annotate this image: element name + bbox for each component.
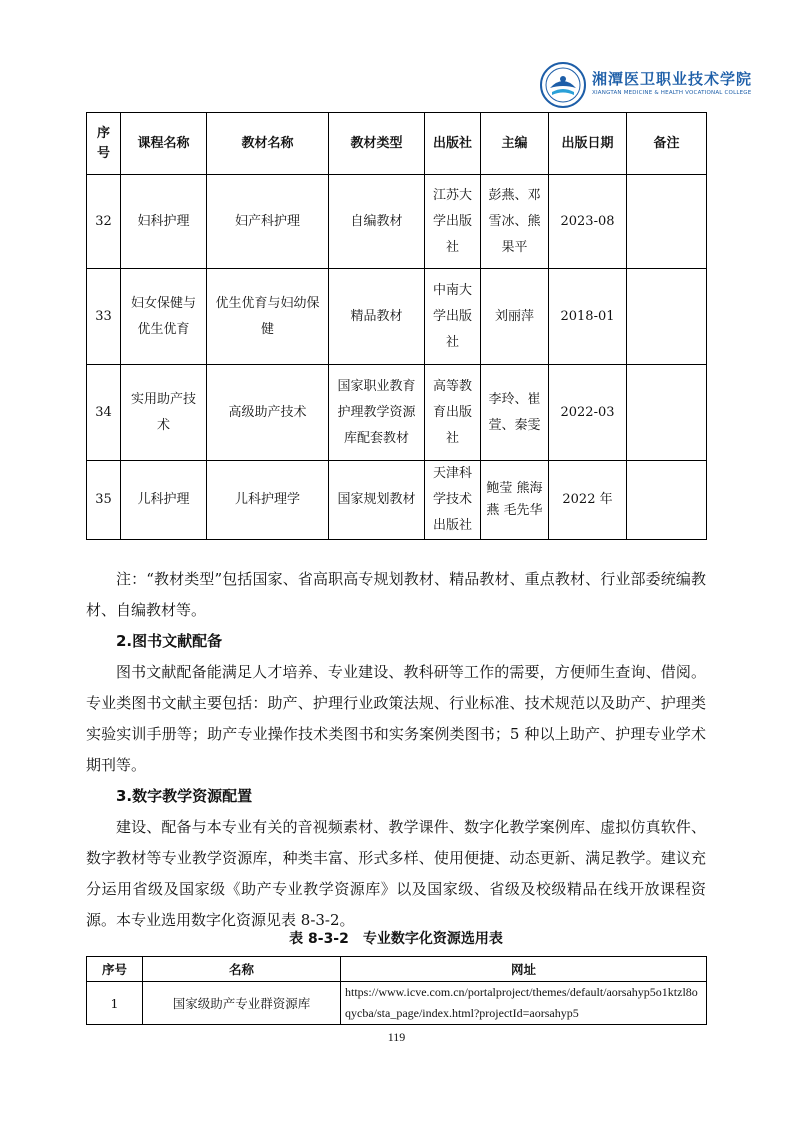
cell-publisher: 高等教育出版社 — [425, 365, 481, 461]
table-row — [87, 269, 707, 365]
header-cell: 教材类型 — [329, 113, 425, 175]
paragraph: 建设、配备与本专业有关的音视频素材、教学课件、数字化教学案例库、虚拟仿真软件、数字教材等专业教学资源库，种类丰富、形式多样、使用便捷、动态更新、满足教学。建议充分运用省级及国家级《助产专业教学资源库》以及国家级、省级及校级精品在线开放课程资源。本专业选用数字化资源见表 8-3-2。 — [86, 818, 706, 929]
cell-date: 2022-03 — [549, 365, 627, 461]
body-text — [86, 564, 706, 936]
header-cell: 序号 — [87, 113, 121, 175]
page-number: 119 — [387, 1030, 406, 1044]
table-row — [87, 175, 707, 269]
cell-course: 妇女保健与优生优育 — [121, 269, 207, 365]
cell-no: 34 — [87, 365, 121, 461]
cell-no: 33 — [87, 269, 121, 365]
header-cell: 教材名称 — [207, 113, 329, 175]
header-cell: 出版日期 — [549, 113, 627, 175]
table-note: 注：“教材类型”包括国家、省高职高专规划教材、精品教材、重点教材、行业部委统编教材、自编教材等。 — [86, 570, 706, 619]
cell-book: 高级助产技术 — [207, 365, 329, 461]
header-cell: 课程名称 — [121, 113, 207, 175]
table-header-row — [87, 957, 707, 982]
cell-publisher: 中南大学出版社 — [425, 269, 481, 365]
header-cell: 名称 — [143, 957, 341, 982]
cell-book: 妇产科护理 — [207, 175, 329, 269]
cell-type: 自编教材 — [329, 175, 425, 269]
resource-link[interactable]: https://www.icve.com.cn/portalproject/themes/default/aorsahyp5o1ktzl8oqycba/sta_page/index.html?projectId=aorsahyp5 — [341, 982, 707, 1025]
cell-course: 实用助产技术 — [121, 365, 207, 461]
cell-name: 国家级助产专业群资源库 — [143, 982, 341, 1025]
cell-publisher: 天津科学技术出版社 — [425, 461, 481, 540]
college-seal-icon — [540, 62, 586, 108]
header-cell: 网址 — [341, 957, 707, 982]
cell-editor: 鲍莹 熊海燕 毛先华 — [481, 461, 549, 540]
resource-table — [86, 956, 707, 1025]
header-cell: 主编 — [481, 113, 549, 175]
cell-date: 2018-01 — [549, 269, 627, 365]
cell-editor: 李玲、崔萱、秦雯 — [481, 365, 549, 461]
section-heading: 3.数字教学资源配置 — [116, 787, 253, 805]
school-name: 湘潭医卫职业技术学院 — [592, 70, 753, 88]
cell-note — [627, 175, 707, 269]
header-cell: 出版社 — [425, 113, 481, 175]
cell-type: 精品教材 — [329, 269, 425, 365]
cell-no: 32 — [87, 175, 121, 269]
paragraph: 图书文献配备能满足人才培养、专业建设、教科研等工作的需要，方便师生查询、借阅。专业类图书文献主要包括：助产、护理行业政策法规、行业标准、技术规范以及助产、护理类实验实训手册等；助产专业操作技术类图书和实务案例类图书；5 种以上助产、护理专业学术期刊等。 — [86, 663, 706, 774]
table-caption: 表 8-3-2 专业数字化资源选用表 — [289, 931, 503, 947]
cell-type: 国家职业教育护理教学资源库配套教材 — [329, 365, 425, 461]
header-cell: 备注 — [627, 113, 707, 175]
cell-no: 1 — [87, 982, 143, 1025]
cell-note — [627, 461, 707, 540]
cell-no: 35 — [87, 461, 121, 540]
table-row — [87, 461, 707, 540]
table-row — [87, 982, 707, 1025]
cell-type: 国家规划教材 — [329, 461, 425, 540]
cell-note — [627, 365, 707, 461]
table-header-row — [87, 113, 707, 175]
section-heading: 2.图书文献配备 — [116, 632, 223, 650]
cell-note — [627, 269, 707, 365]
textbook-table — [86, 112, 707, 540]
cell-book: 优生优育与妇幼保健 — [207, 269, 329, 365]
cell-course: 儿科护理 — [121, 461, 207, 540]
cell-book: 儿科护理学 — [207, 461, 329, 540]
header-logo — [540, 62, 753, 110]
table-row — [87, 365, 707, 461]
cell-editor: 刘丽萍 — [481, 269, 549, 365]
cell-publisher: 江苏大学出版社 — [425, 175, 481, 269]
cell-date: 2022 年 — [549, 461, 627, 540]
school-name-en: XIANGTAN MEDICINE & HEALTH VOCATIONAL COLLEGE — [592, 90, 752, 96]
header-cell: 序号 — [87, 957, 143, 982]
cell-editor: 彭燕、邓雪冰、熊果平 — [481, 175, 549, 269]
cell-date: 2023-08 — [549, 175, 627, 269]
cell-course: 妇科护理 — [121, 175, 207, 269]
